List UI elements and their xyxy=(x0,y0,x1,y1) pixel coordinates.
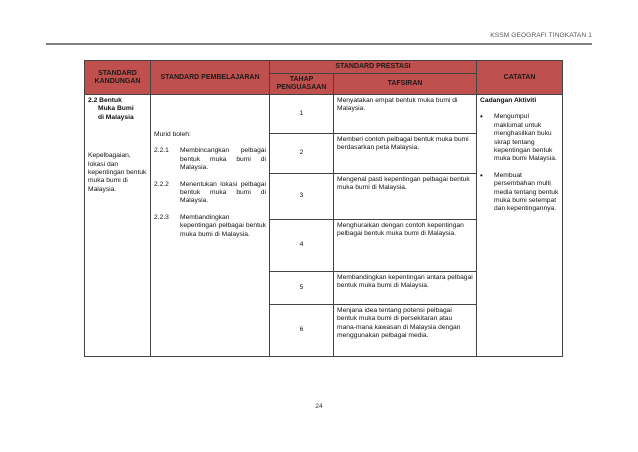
content-standard-cell xyxy=(85,95,151,357)
header-performance-standard: STANDARD PRESTASI xyxy=(270,61,477,74)
learning-standard-item xyxy=(154,181,266,206)
performance-level: 4 xyxy=(270,220,334,272)
notes-bullet-text: Mengumpul maklumat untuk menghasilkan buku skrap tentang kepentingan bentuk muka bumi Malaysia. xyxy=(494,113,557,163)
header-rule xyxy=(46,43,592,45)
performance-interpretation: Memberi contoh pelbagai bentuk muka bumi berdasarkan peta Malaysia. xyxy=(334,134,477,174)
learning-standard-intro: Murid boleh: xyxy=(154,131,191,138)
performance-interpretation: Menghuraikan dengan contoh kepentingan pelbagai bentuk muka bumi di Malaysia. xyxy=(334,220,477,272)
curriculum-table xyxy=(84,60,563,357)
learning-standard-number: 2.2.1 xyxy=(154,147,169,155)
learning-standard-text: Membincangkan pelbagai bentuk muka bumi di Malaysia. xyxy=(180,147,266,172)
header-notes: CATATAN xyxy=(477,61,563,95)
performance-interpretation: Menjana idea tentang potensi pelbagai bentuk muka bumi di persekitaran atau mana-mana kawasan di Malaysia dengan menggunakan pelbagai media. xyxy=(334,305,477,357)
notes-bullet xyxy=(480,113,559,163)
performance-interpretation: Mengenal pasti kepentingan pelbagai bentuk muka bumi di Malaysia. xyxy=(334,174,477,220)
running-head: KSSM GEOGRAFI TINGKATAN 1 xyxy=(490,32,592,39)
notes-title: Cadangan Aktiviti xyxy=(480,97,537,104)
learning-standard-number: 2.2.3 xyxy=(154,213,169,221)
header-level: TAHAP PENGUASAAN xyxy=(270,74,334,95)
performance-interpretation: Membandingkan kepentingan antara pelbagai bentuk muka bumi di Malaysia. xyxy=(334,272,477,305)
header-learning-standard: STANDARD PEMBELAJARAN xyxy=(151,61,270,95)
performance-level: 3 xyxy=(270,174,334,220)
topic-title-line3: di Malaysia xyxy=(98,113,134,121)
learning-standard-text: Menentukan lokasi pelbagai bentuk muka bumi di Malaysia. xyxy=(180,180,266,205)
notes-bullet-text: Membuat persembahan multi media tentang bentuk muka bumi setempat dan kepentingannya. xyxy=(494,171,559,213)
header-content-standard: STANDARD KANDUNGAN xyxy=(85,61,151,95)
learning-standard-cell xyxy=(151,95,270,357)
learning-standard-number: 2.2.2 xyxy=(154,180,169,188)
notes-cell xyxy=(477,95,563,357)
notes-bullet xyxy=(480,172,559,214)
bullet-dot-icon: • xyxy=(480,112,483,122)
performance-level: 1 xyxy=(270,95,334,134)
performance-level: 5 xyxy=(270,272,334,305)
performance-level: 2 xyxy=(270,134,334,174)
header-interpretation: TAFSIRAN xyxy=(334,74,477,95)
performance-level: 6 xyxy=(270,305,334,357)
content-standard-description: Kepelbagaian, lokasi dan kepentingan bentuk muka bumi di Malaysia. xyxy=(88,152,147,193)
topic-title-line1: Bentuk xyxy=(99,97,122,104)
topic-number: 2.2 xyxy=(88,97,98,104)
learning-standard-item xyxy=(154,214,266,239)
topic-title-line2: Muka Bumi xyxy=(98,105,134,113)
content-standard-topic xyxy=(88,97,147,122)
performance-interpretation: Menyatakan empat bentuk muka bumi di Malaysia. xyxy=(334,95,477,134)
learning-standard-text: Membandingkan kepentingan pelbagai bentuk muka bumi di Malaysia. xyxy=(180,213,266,238)
bullet-dot-icon: • xyxy=(480,170,483,180)
learning-standard-item xyxy=(154,147,266,172)
page-number: 24 xyxy=(315,403,323,410)
